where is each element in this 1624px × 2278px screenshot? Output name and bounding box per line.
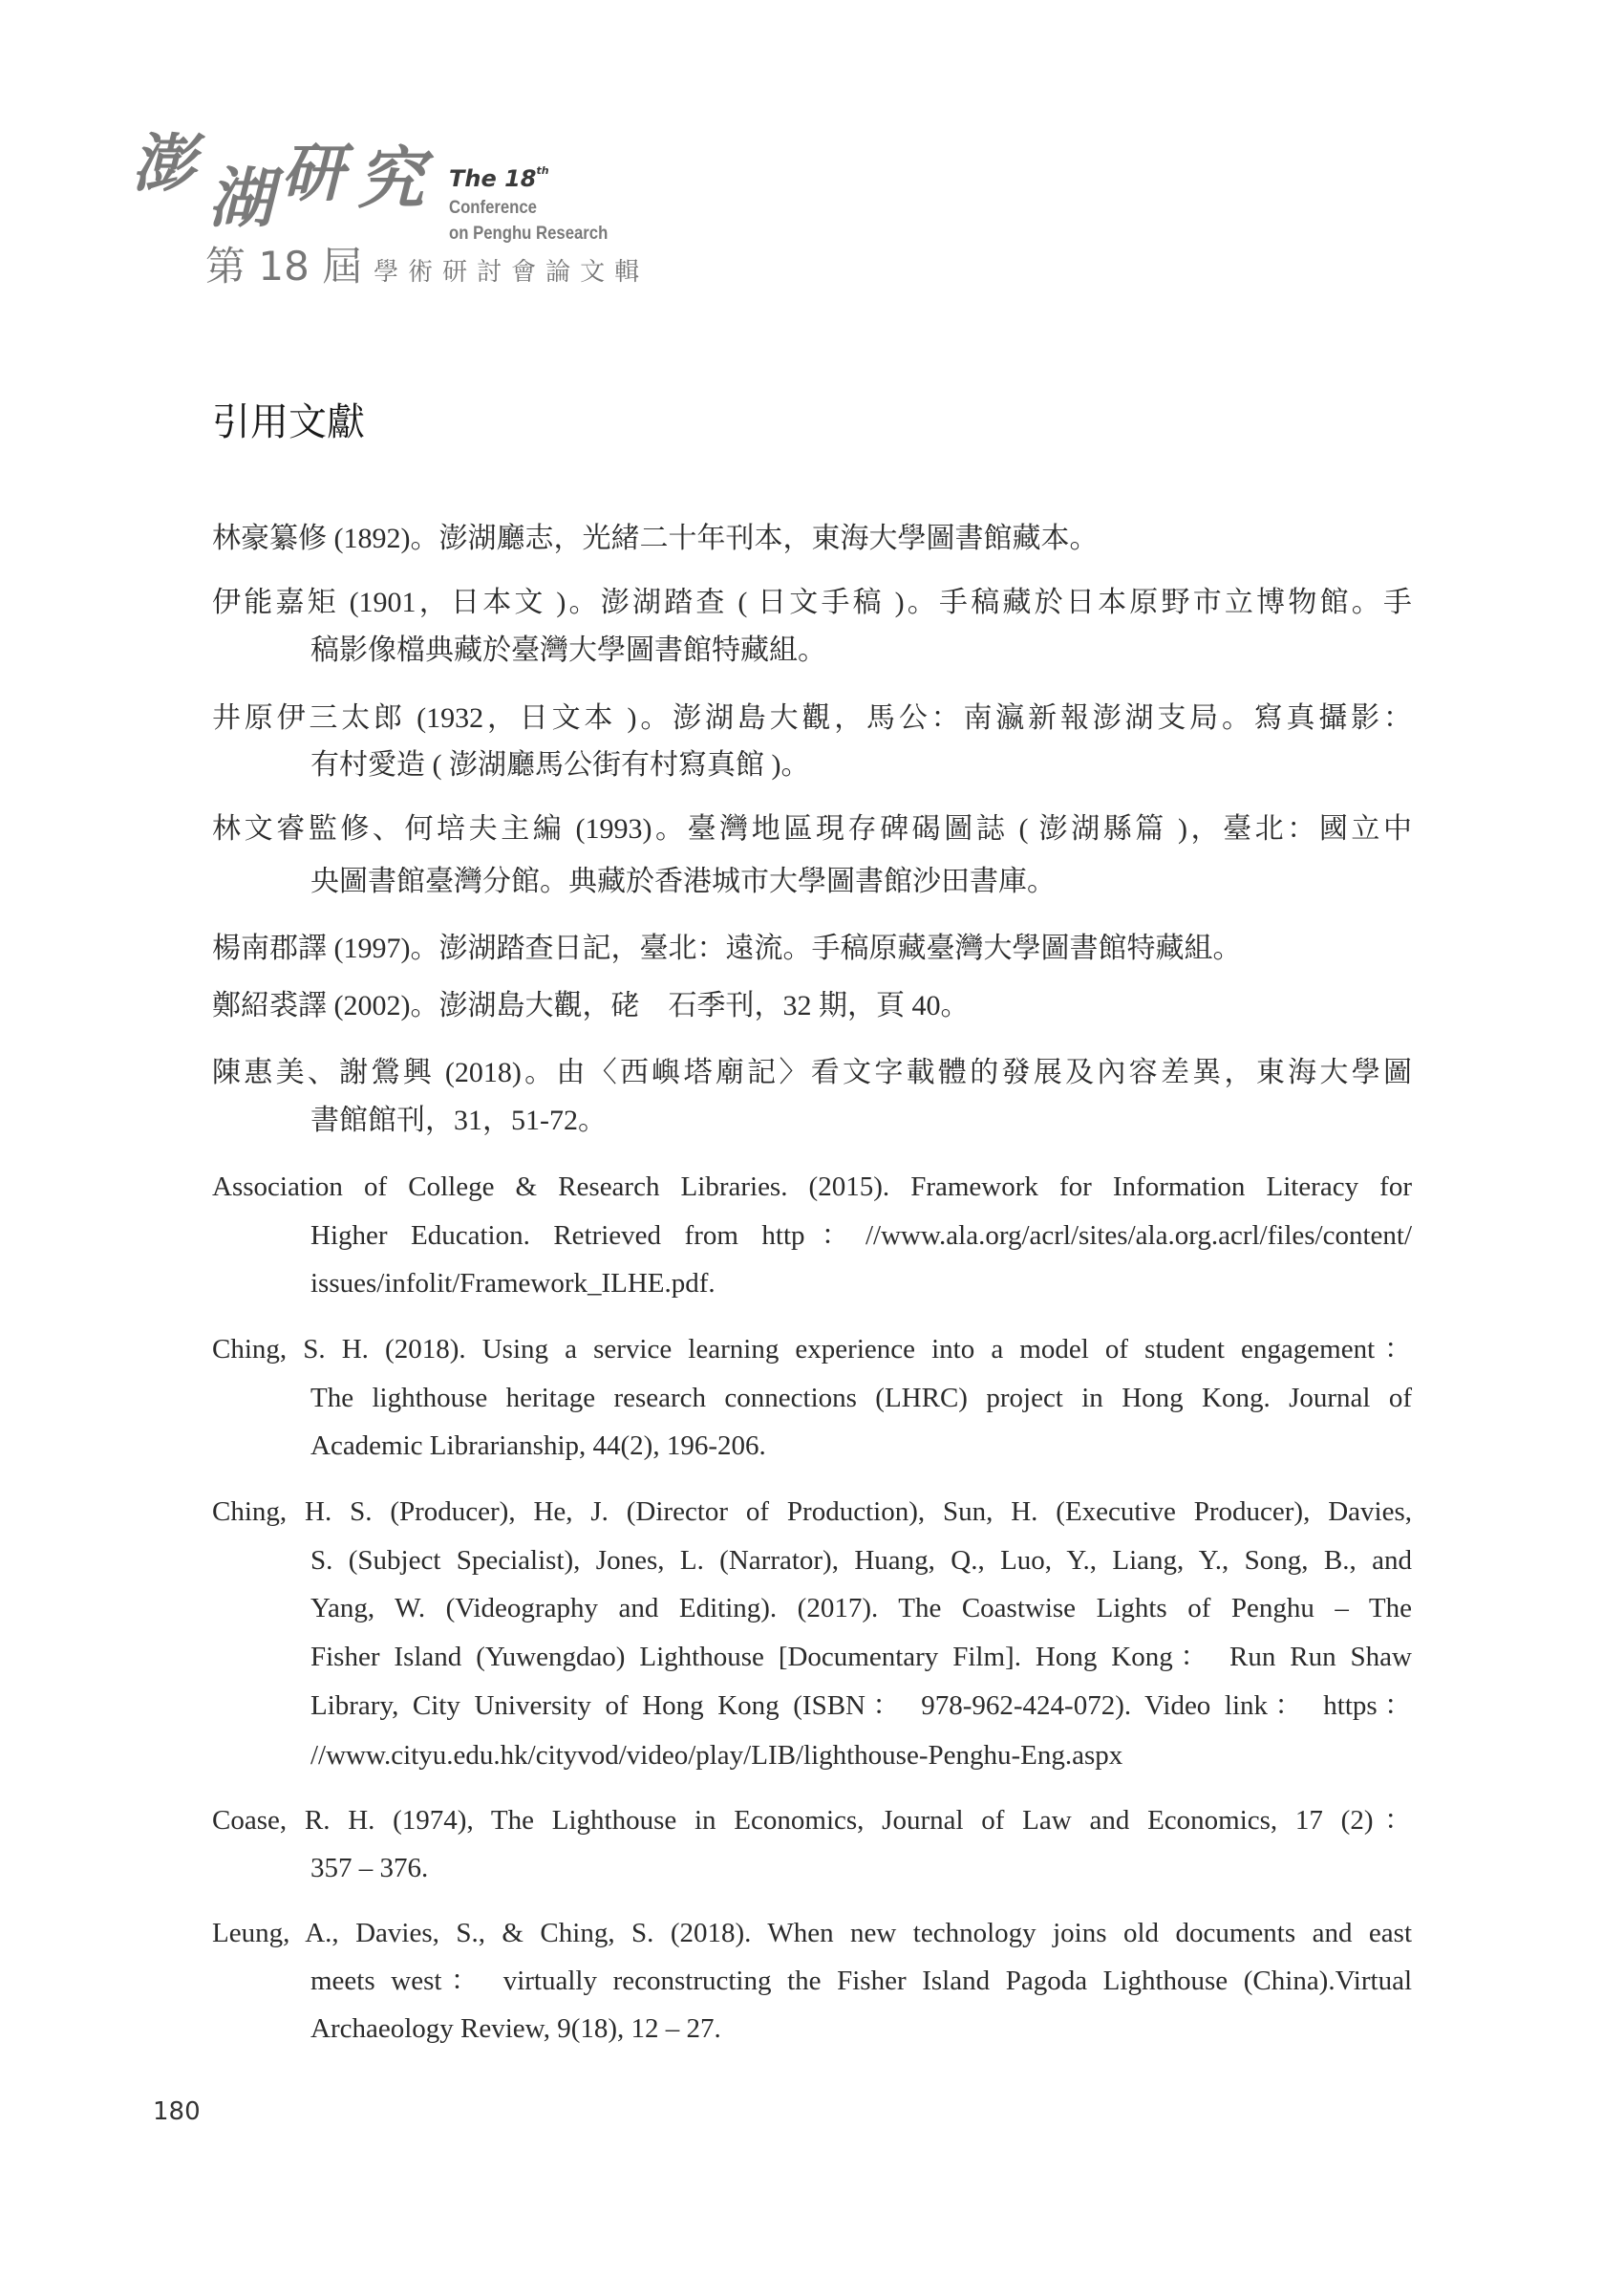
reference-line: Coase, R. H. (1974), The Lighthouse in Economics, Journal of Law and Economics, 17 (2)： (212, 1805, 1412, 1836)
reference-line: 楊南郡譯 (1997)。澎湖踏查日記，臺北：遠流。手稿原藏臺灣大學圖書館特藏組。 (212, 933, 1242, 964)
reference-line: Yang, W. (Videography and Editing). (2017). The Coastwise Lights of Penghu – The (310, 1593, 1412, 1623)
proceedings-subtitle (205, 243, 650, 290)
edition-label: 第 18 屆 (205, 243, 363, 290)
reference-line: 井原伊三太郎 (1932，日文本 )。澎湖島大觀，馬公：南瀛新報澎湖支局。寫真攝影： (212, 702, 1412, 734)
proceedings-label: 學術研討會論文輯 (374, 258, 650, 287)
reference-line: Archaeology Review, 9(18), 12 – 27. (310, 2013, 721, 2044)
reference-line: 林文睿監修、何培夫主編 (1993)。臺灣地區現存碑碣圖誌 ( 澎湖縣篇 )，臺北：國立中 (212, 813, 1412, 845)
reference-line: 鄭紹裘譯 (2002)。澎湖島大觀，硓 石季刊，32 期，頁 40。 (212, 990, 970, 1021)
reference-line: 書館館刊，31，51-72。 (310, 1105, 607, 1136)
reference-line: 伊能嘉矩 (1901，日本文 )。澎湖踏查 ( 日文手稿 )。手稿藏於日本原野市立博物館。手 (212, 587, 1412, 618)
reference-line: //www.cityu.edu.hk/cityvod/video/play/LIB/lighthouse-Penghu-Eng.aspx (310, 1740, 1123, 1771)
reference-line: Higher Education. Retrieved from http：//www.ala.org/acrl/sites/ala.org.acrl/files/content/ (310, 1220, 1412, 1251)
reference-line: The lighthouse heritage research connections (LHRC) project in Hong Kong. Journal of (310, 1383, 1412, 1413)
reference-line: Ching, H. S. (Producer), He, J. (Director of Production), Sun, H. (Executive Producer), Davies, (212, 1496, 1412, 1527)
reference-line: Fisher Island (Yuwengdao) Lighthouse [Documentary Film]. Hong Kong： Run Run Shaw (310, 1642, 1412, 1672)
conference-ordinal-suffix: th (536, 164, 549, 177)
reference-line: issues/infolit/Framework_ILHE.pdf. (310, 1268, 716, 1299)
reference-line: Library, City University of Hong Kong (ISBN： 978-962-424-072). Video link： https： (310, 1690, 1412, 1721)
reference-line: S. (Subject Specialist), Jones, L. (Narrator), Huang, Q., Luo, Y., Liang, Y., Song, B., and (310, 1545, 1412, 1576)
section-title: 引用文獻 (212, 400, 365, 444)
conference-line-3: on Penghu Research (449, 224, 609, 244)
conference-ordinal (449, 164, 549, 192)
reference-line: 357 – 376. (310, 1853, 429, 1883)
logo-char-1: 澎 (132, 126, 195, 201)
conference-line-2: Conference (449, 198, 537, 218)
reference-line: 陳惠美、謝鶯興 (2018)。由〈西嶼塔廟記〉看文字載體的發展及內容差異，東海大學圖 (212, 1057, 1412, 1088)
logo-char-2: 湖 (208, 161, 274, 237)
reference-line: Leung, A., Davies, S., & Ching, S. (2018). When new technology joins old documents and east (212, 1918, 1412, 1948)
reference-line: 稿影像檔典藏於臺灣大學圖書館特藏組。 (310, 634, 826, 666)
page-number: 180 (153, 2097, 201, 2126)
conference-line-1: The 18 (449, 165, 537, 192)
logo-char-3: 研 (281, 136, 344, 210)
logo-char-4: 究 (357, 139, 424, 218)
reference-line: 央圖書館臺灣分館。典藏於香港城市大學圖書館沙田書庫。 (310, 866, 1056, 897)
reference-line: Academic Librarianship, 44(2), 196-206. (310, 1430, 766, 1461)
reference-line: 林豪纂修 (1892)。澎湖廳志，光緒二十年刊本，東海大學圖書館藏本。 (212, 523, 1099, 554)
reference-line: 有村愛造 ( 澎湖廳馬公街有村寫真館 )。 (310, 749, 810, 781)
reference-line: Ching, S. H. (2018). Using a service learning experience into a model of student engagement： (212, 1334, 1412, 1365)
reference-line: meets west： virtually reconstructing the Fisher Island Pagoda Lighthouse (China).Virtual (310, 1966, 1412, 1996)
reference-line: Association of College & Research Libraries. (2015). Framework for Information Literacy for (212, 1171, 1412, 1202)
